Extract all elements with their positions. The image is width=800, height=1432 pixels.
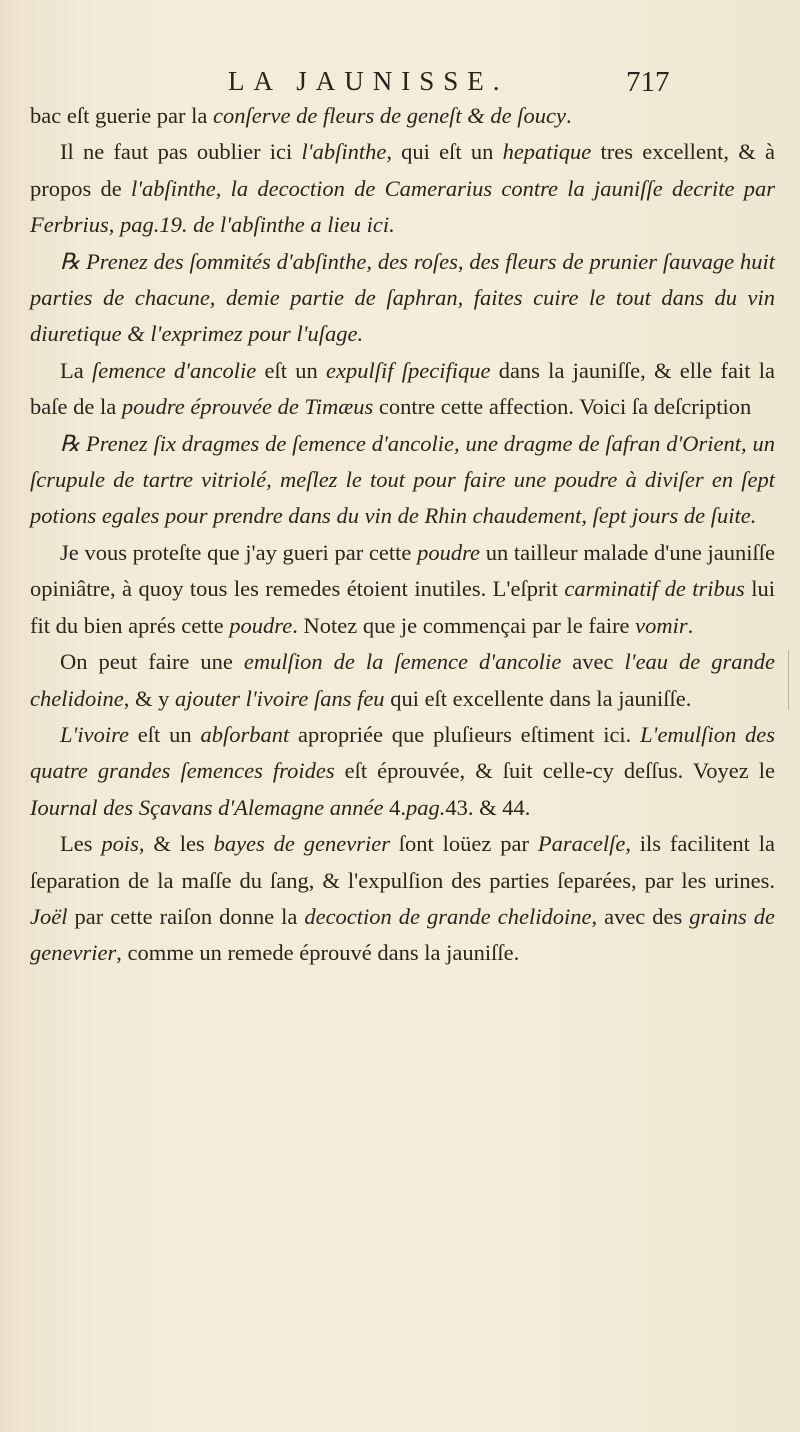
paragraph-4	[30, 426, 775, 535]
text-run: .	[687, 612, 694, 638]
text-run: eſt un	[256, 357, 326, 383]
text-run: eſt un	[128, 721, 201, 747]
recipe-symbol: ℞	[60, 430, 86, 456]
text-run: dans la jauniſſe, & elle fait la baſe de la	[30, 357, 775, 420]
paragraph-3	[30, 353, 775, 426]
text-run: Les	[60, 831, 102, 857]
italic-text: l'eau de grande chelidoine	[30, 649, 776, 711]
text-run: un tailleur malade d'une jauniſſe opiniâtre, à quoy tous les remedes étoient inutiles. L'eſprit	[30, 539, 776, 602]
italic-text: carminatif de tribus	[564, 576, 745, 602]
page-number: 717	[626, 66, 670, 98]
italic-text: emulſion de la ſemence d'ancolie	[243, 649, 562, 675]
italic-text: Prenez ſix dragmes de ſemence d'ancolie, une dragme de ſafran d'Orient, un ſcrupule de tartre vitriolé, meſlez le tout pour faire une poudre à diviſer en ſept potions egales pour prendre dans du vin de Rhin chaudement, ſept jours de ſuite.	[30, 430, 775, 529]
body-text	[30, 98, 775, 972]
italic-text: grains de genevrier	[30, 903, 776, 966]
text-run: contre cette affection. Voici ſa deſcription	[373, 394, 752, 420]
running-title: LA JAUNISSE.	[228, 66, 509, 96]
paragraph-6	[30, 644, 775, 717]
italic-text: Iournal des Sçavans d'Alemagne année	[30, 794, 384, 820]
text-run: Je vous proteſte que j'ay gueri par cette	[60, 539, 418, 565]
italic-text: L'emulſion des quatre grandes ſemences froides	[30, 721, 775, 784]
margin-mark	[788, 650, 795, 710]
italic-text: abſorbant	[200, 721, 290, 747]
text-run: tres excellent, & à propos de	[30, 139, 775, 201]
text-run: .	[566, 103, 572, 128]
italic-text: poudre	[417, 539, 481, 565]
paragraph-0	[30, 98, 775, 134]
text-run: 43. & 44.	[445, 794, 531, 820]
italic-text: L'ivoire	[60, 721, 129, 747]
italic-text: decoction de grande chelidoine	[304, 903, 592, 929]
text-run: , qui eſt un	[386, 139, 503, 165]
text-run: , & les	[138, 831, 214, 857]
italic-text: l'abſinthe, la decoction de Camerarius contre la jauniſſe decrite par Ferbrius	[30, 175, 775, 238]
italic-text: ſemence d'ancolie	[91, 357, 257, 383]
italic-text: Joël	[30, 903, 68, 929]
paragraph-8	[30, 826, 775, 972]
italic-text: pag.19. de l'abſinthe a lieu ici.	[120, 212, 395, 238]
text-run: ſont loüez par	[389, 831, 538, 857]
italic-text: Paracelſe	[537, 831, 626, 857]
italic-text: ajouter l'ivoire ſans feu	[174, 685, 385, 711]
text-run: apropriée que pluſieurs eſtiment ici.	[289, 721, 641, 747]
text-run: lui fit du bien aprés cette	[30, 576, 775, 638]
text-run: par cette raiſon donne la	[67, 903, 305, 929]
italic-text: Prenez des ſommités d'abſinthe, des roſes, des fleurs de prunier ſauvage huit parties de chacune, demie partie de ſaphran, faites cuire le tout dans du vin diuretique & l'exprimez pour l'uſage.	[30, 248, 775, 347]
text-run: , comme un remede éprouvé dans la jauniſſe.	[116, 940, 520, 966]
italic-text: hepatique	[502, 139, 592, 165]
text-run: . Notez que je commençai par le faire	[292, 612, 636, 638]
text-run: , ils facilitent la ſeparation de la maſſe du ſang, & l'expulſion des parties ſeparées, par les urines.	[30, 831, 775, 893]
text-run: 4.	[383, 794, 406, 820]
italic-text: l'abſinthe	[301, 139, 387, 165]
text-run: On peut faire une	[60, 649, 244, 675]
italic-text: conſerve de fleurs de geneſt & de ſoucy	[213, 103, 567, 128]
italic-text: poudre éprouvée de Timæus	[121, 394, 374, 420]
text-run: bac eſt guerie par la	[30, 103, 214, 128]
recipe-symbol: ℞	[60, 248, 87, 274]
text-run: , & y	[123, 685, 175, 711]
paragraph-1	[30, 134, 775, 243]
text-run: avec	[561, 649, 625, 675]
italic-text: pag.	[405, 794, 446, 820]
italic-text: pois	[101, 831, 139, 857]
text-run: qui eſt excellente dans la jauniſſe.	[384, 685, 692, 711]
text-run: Il ne faut pas oublier ici	[60, 139, 302, 165]
text-run: , avec des	[591, 903, 690, 929]
text-run: ,	[108, 212, 120, 238]
italic-text: poudre	[229, 612, 293, 638]
paragraph-5	[30, 535, 775, 644]
paragraph-2	[30, 244, 775, 353]
text-run: eſt éprouvée, & ſuit celle-cy deſſus. Voyez le	[334, 758, 775, 784]
text-run: La	[60, 357, 92, 383]
italic-text: vomir	[635, 612, 688, 638]
italic-text: expulſif ſpecifique	[325, 357, 491, 383]
italic-text: bayes de genevrier	[213, 831, 390, 857]
paragraph-7	[30, 717, 775, 826]
